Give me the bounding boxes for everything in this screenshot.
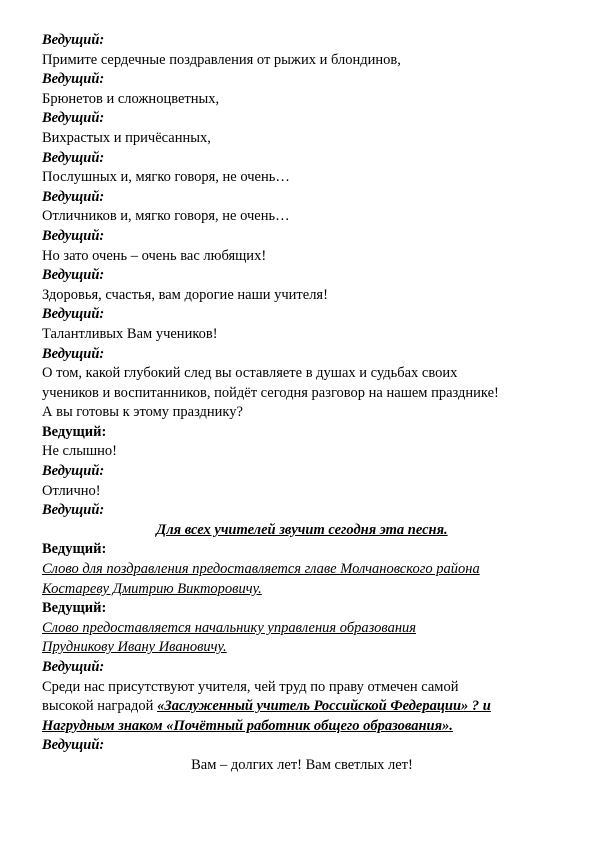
- speaker-label: Ведущий:: [42, 463, 105, 480]
- speaker-label: Ведущий:: [42, 423, 107, 440]
- speaker-label: Ведущий:: [42, 541, 107, 558]
- announcement-line: Слово для поздравления предоставляется главе Молчановского района: [42, 561, 480, 578]
- speaker-label: Ведущий:: [42, 227, 105, 244]
- text-line: Примите сердечные поздравления от рыжих и блондинов,: [42, 51, 401, 68]
- text-line: [42, 697, 562, 717]
- award-title: Нагрудным знаком «Почётный работник общего образования».: [42, 717, 453, 734]
- speaker-label: Ведущий:: [42, 345, 105, 362]
- text-line: Брюнетов и сложноцветных,: [42, 90, 220, 107]
- announcement-line: Костареву Дмитрию Викторовичу.: [42, 580, 262, 597]
- text-line: Среди нас присутствуют учителя, чей труд по праву отмечен самой: [42, 678, 459, 695]
- speaker-label: Ведущий:: [42, 71, 105, 88]
- document-page: [42, 31, 562, 776]
- speaker-label: Ведущий:: [42, 188, 105, 205]
- text-line: Не слышно!: [42, 443, 117, 460]
- announcement-line: Прудникову Ивану Ивановичу.: [42, 639, 227, 656]
- speaker-label: Ведущий:: [42, 306, 105, 323]
- speaker-label: Ведущий:: [42, 502, 105, 519]
- text-line: Отличников и, мягко говоря, не очень…: [42, 208, 290, 225]
- song-announcement: Для всех учителей звучит сегодня эта песня.: [156, 521, 448, 538]
- speaker-label: Ведущий:: [42, 149, 105, 166]
- text-line: Талантливых Вам учеников!: [42, 325, 218, 342]
- text-line: Послушных и, мягко говоря, не очень…: [42, 169, 290, 186]
- speaker-label: Ведущий:: [42, 600, 107, 617]
- speaker-label: Ведущий:: [42, 737, 105, 754]
- text-line: [42, 717, 562, 737]
- script-lines: [42, 31, 562, 697]
- text-line: Здоровья, счастья, вам дорогие наши учителя!: [42, 286, 328, 303]
- text-line: О том, какой глубокий след вы оставляете в душах и судьбах своих: [42, 365, 458, 382]
- text-line: учеников и воспитанников, пойдёт сегодня разговор на нашем празднике!: [42, 384, 499, 401]
- speaker-label: Ведущий:: [42, 659, 105, 675]
- speaker-label: Ведущий:: [42, 110, 105, 127]
- text-segment: высокой наградой: [42, 698, 158, 715]
- speaker-label: Ведущий:: [42, 32, 105, 48]
- closing-line: Вам – долгих лет! Вам светлых лет!: [191, 756, 413, 773]
- text-line: А вы готовы к этому празднику?: [42, 404, 243, 421]
- text-line: Но зато очень – очень вас любящих!: [42, 247, 267, 264]
- text-line: Отлично!: [42, 482, 101, 499]
- text-line: Вихрастых и причёсанных,: [42, 129, 211, 146]
- announcement-line: Слово предоставляется начальнику управления образования: [42, 619, 416, 636]
- award-title: «Заслуженный учитель Российской Федерации» ? и: [157, 698, 491, 715]
- speaker-label: Ведущий:: [42, 267, 105, 284]
